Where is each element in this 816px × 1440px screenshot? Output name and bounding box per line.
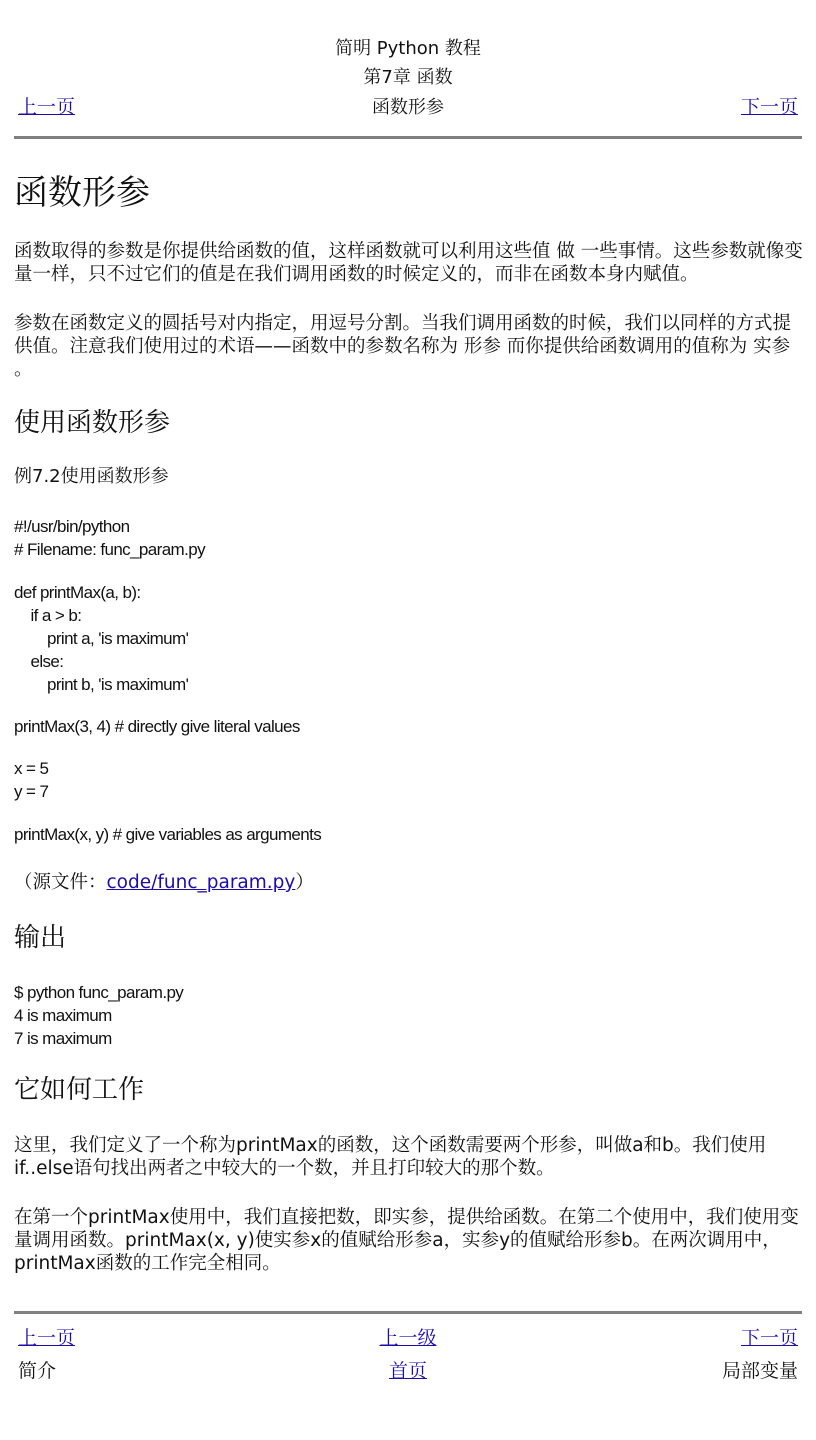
header-divider [14, 136, 802, 139]
source-file-note [14, 871, 804, 894]
section-heading-output: 输出 [14, 923, 67, 953]
source-file-link[interactable]: code/func_param.py [106, 872, 296, 893]
code-line: def printMax(a, b): [14, 583, 141, 602]
explanation-paragraph-2: 在第一个printMax使用中，我们直接把数，即实参，提供给函数。在第二个使用中，我们使用变量调用函数。printMax(x, y)使实参x的值赋给形参a，实参y的值赋给形参b。在两次调用中，printMax函数的工作完全相同。 [14, 1207, 799, 1274]
header-prev-link[interactable]: 上一页 [18, 96, 76, 118]
footer-up-link[interactable]: 上一级 [379, 1327, 437, 1349]
footer-next-title: 局部变量 [721, 1360, 798, 1382]
code-line: # Filename: func_param.py [14, 540, 205, 559]
code-line: else: [14, 652, 64, 671]
footer-divider [14, 1311, 802, 1314]
output-line: $ python func_param.py [14, 983, 184, 1002]
header-next-link[interactable]: 下一页 [740, 96, 798, 118]
output-line: 4 is maximum [14, 1006, 112, 1025]
code-line: x = 5 [14, 759, 49, 778]
footer-prev-link[interactable]: 上一页 [18, 1327, 76, 1349]
code-line: print b, 'is maximum' [14, 675, 189, 694]
navigation-header [14, 0, 802, 138]
code-line: y = 7 [14, 782, 49, 801]
footer-prev-title: 简介 [18, 1360, 57, 1382]
page-heading: 函数形参 [14, 173, 150, 213]
source-prefix: （源文件： [14, 872, 107, 893]
chapter-title: 第7章 函数 [363, 67, 453, 88]
footer-home-link[interactable]: 首页 [388, 1360, 427, 1382]
output-line: 7 is maximum [14, 1029, 112, 1048]
code-line: printMax(x, y) # give variables as arguments [14, 825, 322, 844]
page [14, 0, 803, 1382]
footer-up-container [14, 1326, 802, 1350]
code-line: #!/usr/bin/python [14, 517, 130, 536]
section-heading-using-params: 使用函数形参 [14, 408, 171, 438]
example-caption: 例7.2使用函数形参 [14, 466, 169, 487]
code-line: printMax(3, 4) # directly give literal values [14, 717, 300, 736]
book-title: 简明 Python 教程 [335, 38, 481, 59]
intro-paragraph-1: 函数取得的参数是你提供给函数的值，这样函数就可以利用这些值 做 一些事情。这些参数就像变量一样，只不过它们的值是在我们调用函数的时候定义的，而非在函数本身内赋值。 [14, 241, 803, 285]
footer-next-link[interactable]: 下一页 [740, 1327, 798, 1349]
section-heading-how-it-works: 它如何工作 [14, 1075, 145, 1105]
code-line: print a, 'is maximum' [14, 629, 189, 648]
section-title: 函数形参 [372, 97, 444, 118]
intro-paragraph-2: 参数在函数定义的圆括号对内指定，用逗号分割。当我们调用函数的时候，我们以同样的方式提供值。注意我们使用过的术语——函数中的参数名称为 形参 而你提供给函数调用的值称为 实参 。 [14, 313, 792, 380]
explanation-paragraph-1: 这里，我们定义了一个称为printMax的函数，这个函数需要两个形参，叫做a和b。我们使用if..else语句找出两者之中较大的一个数，并且打印较大的那个数。 [14, 1135, 767, 1179]
footer-home-container [14, 1359, 802, 1383]
source-suffix: ） [295, 872, 314, 893]
code-line: if a > b: [14, 606, 82, 625]
